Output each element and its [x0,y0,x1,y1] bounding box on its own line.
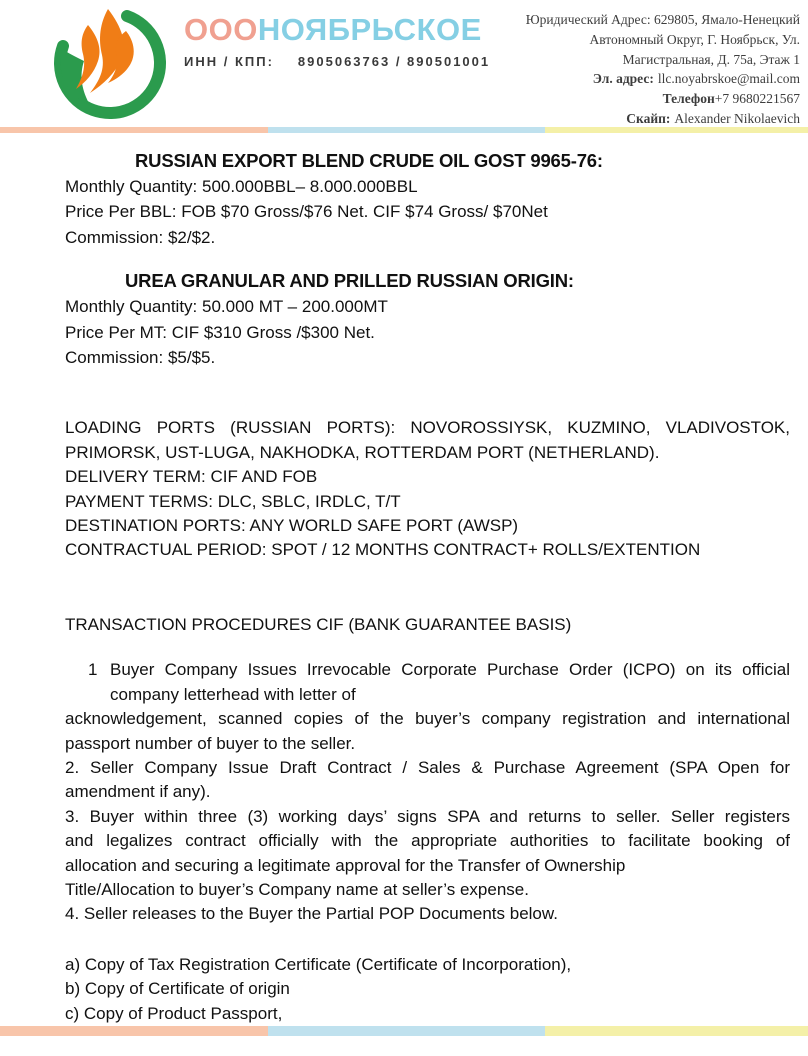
company-name-prefix: ООО [184,12,258,47]
urea-price-line: Price Per MT: CIF $310 Gross /$300 Net. [65,322,375,342]
skype-line [470,109,800,129]
crude-oil-commission-line: Commission: $2/$2. [65,227,216,247]
phone-label: Телефон [662,91,715,107]
crude-oil-price-line: Price Per BBL: FOB $70 Gross/$76 Net. CIF $74 Gross/ $70Net [65,202,548,222]
procedures-heading: TRANSACTION PROCEDURES CIF (BANK GUARANTEE BASIS) [65,614,572,634]
inn-kpp-line [184,54,490,69]
inn-kpp-value: 8905063763 / 890501001 [297,54,491,69]
document-body [0,133,808,1026]
delivery-term-line: DELIVERY TERM: CIF AND FOB [65,467,318,487]
crude-oil-quantity-line: Monthly Quantity: 500.000BBL– 8.000.000BBL [65,177,418,196]
trade-terms-section [65,416,790,562]
procedures-steps-section [65,658,790,926]
doc-line-c: c) Copy of Product Passport, [65,1003,283,1023]
doc-line-a: a) Copy of Tax Registration Certificate (Certificate of Incorporation), [65,954,572,974]
crude-oil-offer-title: RUSSIAN EXPORT BLEND CRUDE OIL GOST 9965-76: [135,150,603,171]
skype-text: Alexander Nikolaevich [674,110,800,126]
address-line: Магистральная, Д. 75а, Этаж 1 [622,51,800,67]
pop-documents-section [65,953,790,1026]
divider-segment-salmon [0,1026,268,1036]
step-3-line-4: Title/Allocation to buyer’s Company name at seller’s expense. [65,879,529,899]
footer-divider-bar [0,1026,808,1036]
phone-line [470,89,800,109]
urea-quantity-line: Monthly Quantity: 50.000 MT – 200.000MT [65,297,388,317]
contractual-period-line: CONTRACTUAL PERIOD: SPOT / 12 MONTHS CONTRACT+ ROLLS/EXTENTION [65,540,701,560]
flame-leaf-logo-icon [44,3,176,121]
address-block [470,10,800,129]
loading-ports-line: LOADING PORTS (RUSSIAN PORTS): NOVOROSSIYSK, KUZMINO, VLADIVOSTOK, [65,418,790,438]
step-3-line-1: 3. Buyer within three (3) working days’ signs SPA and returns to seller. Seller registers [65,806,790,826]
phone-text: +7 9680221567 [714,91,800,107]
step-1-cont-line-1: acknowledgement, scanned copies of the buyer’s company registration and international [65,709,790,729]
step-1-cont-line-2: passport number of buyer to the seller. [65,733,356,753]
address-line: Юридический Адрес: 629805, Ямало-Ненецкий [525,12,800,27]
email-line [470,69,800,89]
skype-label: Скайп: [626,110,671,126]
company-name-main: НОЯБРЬСКОЕ [257,12,482,47]
step-4-line-1: 4. Seller releases to the Buyer the Partial POP Documents below. [65,904,558,924]
company-name [184,12,490,48]
step-3-line-3: allocation and securing a legitimate approval for the Transfer of Ownership [65,855,626,875]
urea-offer-title: UREA GRANULAR AND PRILLED RUSSIAN ORIGIN: [125,270,574,292]
payment-terms-line: PAYMENT TERMS: DLC, SBLC, IRDLC, T/T [65,491,401,511]
company-logo [44,3,176,121]
loading-ports-line-2: PRIMORSK, UST-LUGA, NAKHODKA, ROTTERDAM PORT (NETHERLAND). [65,442,660,462]
step-1-line-1: 1 Buyer Company Issues Irrevocable Corporate Purchase Order (ICPO) on its official [65,658,790,682]
step-1-marker: 1 [88,660,98,680]
step-2-line-2: amendment if any). [65,782,211,802]
email-text: llc.noyabrskoe@mail.com [657,71,800,87]
urea-commission-line: Commission: $5/$5. [65,348,216,368]
address-line: Автономный Округ, Г. Ноябрьск, Ул. [589,31,800,47]
email-label: Эл. адрес: [592,71,654,87]
crude-oil-offer-section [65,148,790,250]
divider-segment-yellow [545,1026,808,1036]
divider-segment-blue [268,1026,545,1036]
doc-line-b: b) Copy of Certificate of origin [65,979,290,999]
step-1-line-2: company letterhead with letter of [110,684,356,704]
brand-block [184,12,490,69]
letterhead [0,0,808,133]
inn-kpp-label: ИНН / КПП: [184,54,274,69]
step-2-line-1: 2. Seller Company Issue Draft Contract / Sales & Purchase Agreement (SPA Open for [65,757,790,777]
urea-offer-section [65,268,790,370]
destination-ports-line: DESTINATION PORTS: ANY WORLD SAFE PORT (AWSP) [65,516,519,536]
step-3-line-2: and legalizes contract officially with the appropriate authorities to facilitate booking of [65,831,790,851]
